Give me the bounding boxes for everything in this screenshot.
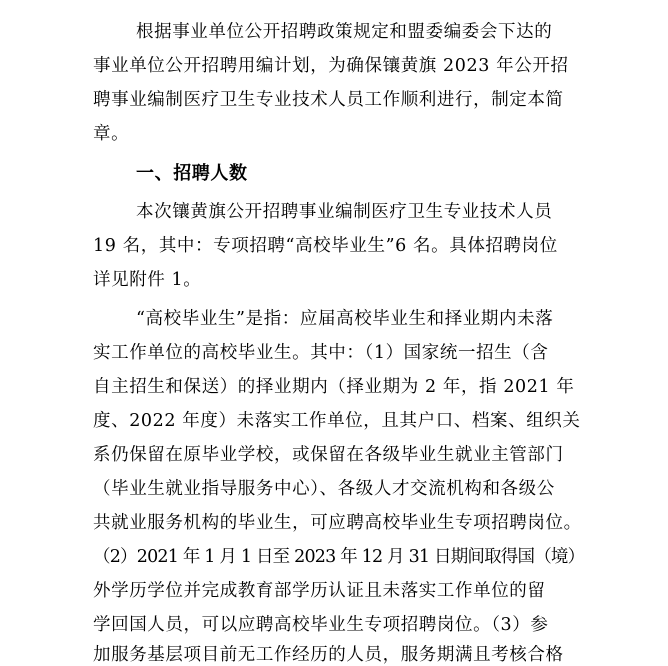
- paragraph-3-line-8: （2）2021 年 1 月 1 日至 2023 年 12 月 31 日期间取得国（境）: [93, 547, 585, 567]
- paragraph-3-line-9: 外学历学位并完成教育部学历认证且未落实工作单位的留: [93, 581, 546, 601]
- paragraph-2-line-3: 详见附件 1。: [93, 270, 202, 290]
- paragraph-3-line-11: 加服务基层项目前无工作经历的人员，服务期满且考核合格: [93, 645, 564, 665]
- paragraph-3-line-6: （毕业生就业指导服务中心）、各级人才交流机构和各级公: [93, 479, 555, 499]
- paragraph-1-line-4: 章。: [93, 124, 130, 144]
- paragraph-1-line-3: 聘事业编制医疗卫生专业技术人员工作顺利进行，制定本简: [93, 90, 564, 110]
- paragraph-1-line-2: 事业单位公开招聘用编计划，为确保镶黄旗 2023 年公开招: [93, 56, 569, 76]
- paragraph-3-line-3: 自主招生和保送）的择业期内（择业期为 2 年，指 2021 年: [93, 377, 575, 397]
- paragraph-2-line-1: 本次镶黄旗公开招聘事业编制医疗卫生专业技术人员: [136, 202, 553, 222]
- paragraph-3-line-7: 共就业服务机构的毕业生，可应聘高校毕业生专项招聘岗位。: [93, 513, 582, 533]
- paragraph-2-line-2: 19 名，其中：专项招聘“高校毕业生”6 名。具体招聘岗位: [93, 236, 558, 256]
- paragraph-1-line-1: 根据事业单位公开招聘政策规定和盟委编委会下达的: [136, 22, 553, 42]
- paragraph-3-line-2: 实工作单位的高校毕业生。其中：（1）国家统一招生（含: [93, 343, 549, 363]
- paragraph-3-line-4: 度、2022 年度）未落实工作单位，且其户口、档案、组织关: [93, 411, 581, 431]
- paragraph-3-line-10: 学回国人员，可以应聘高校毕业生专项招聘岗位。（3）参: [93, 615, 549, 635]
- section-heading: 一、招聘人数: [136, 163, 248, 184]
- paragraph-3-line-1: “高校毕业生”是指：应届高校毕业生和择业期内未落: [136, 309, 554, 329]
- paragraph-3-line-5: 系仍保留在原毕业学校，或保留在各级毕业生就业主管部门: [93, 445, 564, 465]
